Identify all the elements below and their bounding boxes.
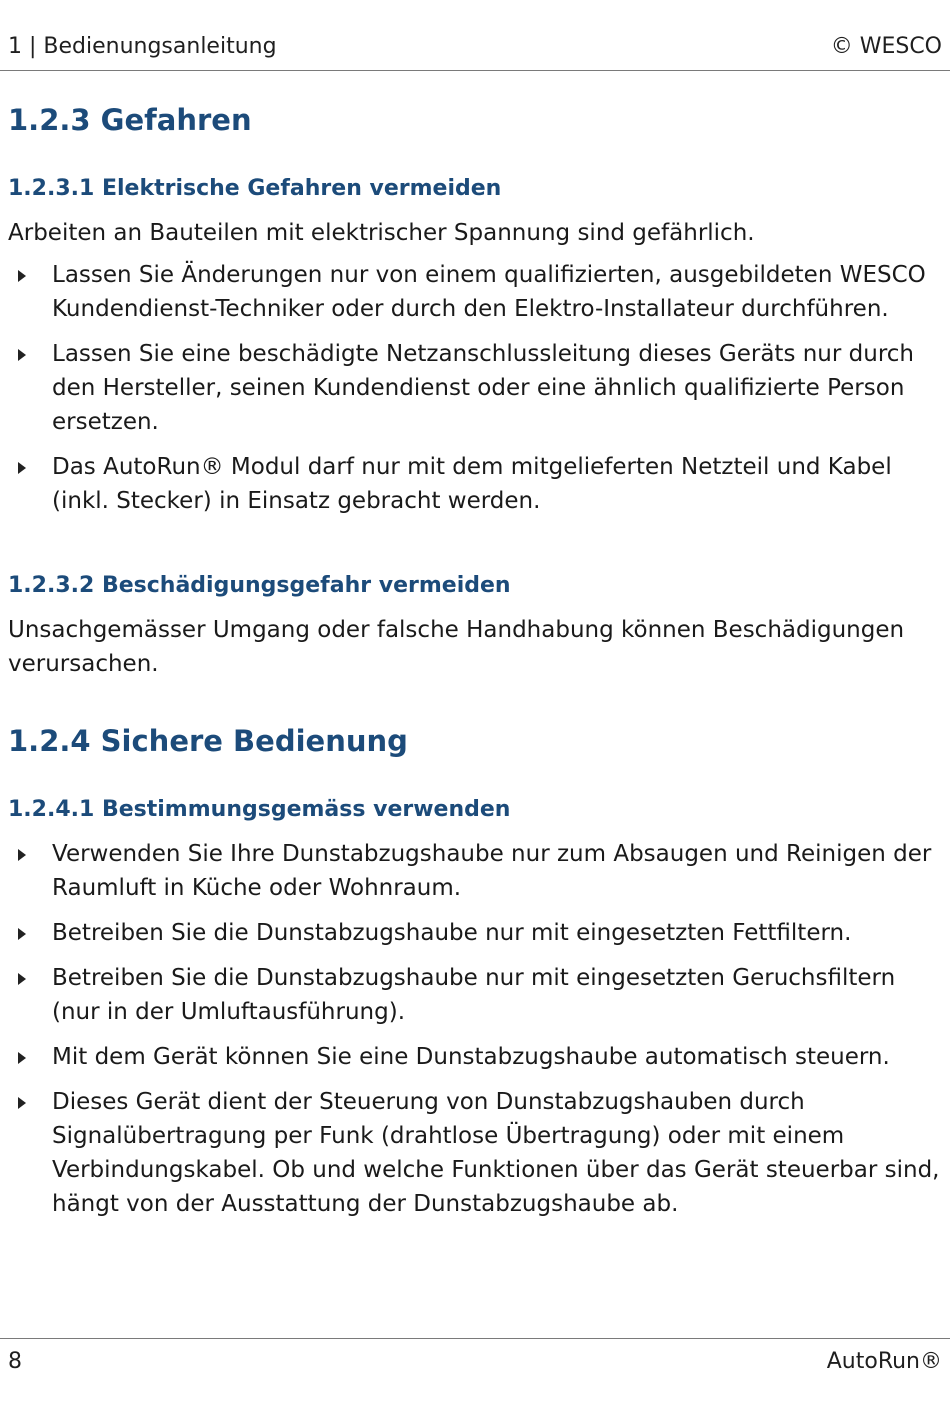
triangle-bullet-icon [18,928,26,940]
list-item [8,258,943,326]
subsection-title-elektrische-gefahren: 1.2.3.1 Elektrische Gefahren vermeiden [8,176,502,201]
list-item [8,450,943,518]
header-chapter: 1 | Bedienungsanleitung [8,34,277,59]
list-item [8,837,943,905]
triangle-bullet-icon [18,270,26,282]
footer-product-name: AutoRun® [826,1349,942,1374]
section-title-gefahren: 1.2.3 Gefahren [8,103,252,137]
list-item [8,337,943,439]
page-footer [8,1349,942,1379]
page-number: 8 [8,1349,22,1374]
list-item-text: Das AutoRun® Modul darf nur mit dem mitgelieferten Netzteil und Kabel (inkl. Stecker) in Einsatz gebracht werden. [52,454,892,514]
paragraph-elektrische-gefahren: Arbeiten an Bauteilen mit elektrischer Spannung sind gefährlich. [8,220,755,246]
triangle-bullet-icon [18,349,26,361]
list-item-text: Dieses Gerät dient der Steuerung von Dunstabzugshauben durch Signalübertragung per Funk (drahtlose Übertragung) oder mit einem Verbindungskabel. Ob und welche Funktionen über das Gerät steuerbar sind, hängt von der Ausstattung der Dunstabzugshaube ab. [52,1089,940,1217]
list-item [8,1085,943,1221]
page-header [8,34,942,64]
list-item-text: Betreiben Sie die Dunstabzugshaube nur mit eingesetzten Fettfiltern. [52,920,852,946]
list-item-text: Betreiben Sie die Dunstabzugshaube nur mit eingesetzten Geruchsfiltern (nur in der Umluftausführung). [52,965,896,1025]
subsection-title-beschaedigungsgefahr: 1.2.3.2 Beschädigungsgefahr vermeiden [8,573,511,598]
list-item-text: Lassen Sie eine beschädigte Netzanschlussleitung dieses Geräts nur durch den Hersteller, seinen Kundendienst oder eine ähnlich qualifizierte Person ersetzen. [52,341,915,435]
triangle-bullet-icon [18,849,26,861]
triangle-bullet-icon [18,1097,26,1109]
list-item [8,1040,943,1074]
triangle-bullet-icon [18,462,26,474]
list-bestimmungsgemaess [8,837,943,1221]
main-content [8,100,943,1232]
header-divider [0,70,950,71]
header-copyright: © WESCO [830,34,942,59]
triangle-bullet-icon [18,1052,26,1064]
list-item-text: Lassen Sie Änderungen nur von einem qualifizierten, ausgebildeten WESCO Kundendienst-Techniker oder durch den Elektro-Installateur durchführen. [52,262,926,322]
list-item-text: Verwenden Sie Ihre Dunstabzugshaube nur zum Absaugen und Reinigen der Raumluft in Küche oder Wohnraum. [52,841,932,901]
list-item [8,916,943,950]
paragraph-beschaedigungsgefahr: Unsachgemässer Umgang oder falsche Handhabung können Beschädigungen verursachen. [8,617,905,677]
list-item [8,961,943,1029]
footer-divider [0,1338,950,1339]
list-elektrische-gefahren [8,258,943,518]
list-item-text: Mit dem Gerät können Sie eine Dunstabzugshaube automatisch steuern. [52,1044,890,1070]
triangle-bullet-icon [18,973,26,985]
subsection-title-bestimmungsgemaess: 1.2.4.1 Bestimmungsgemäss verwenden [8,797,511,822]
section-title-sichere-bedienung: 1.2.4 Sichere Bedienung [8,724,408,758]
